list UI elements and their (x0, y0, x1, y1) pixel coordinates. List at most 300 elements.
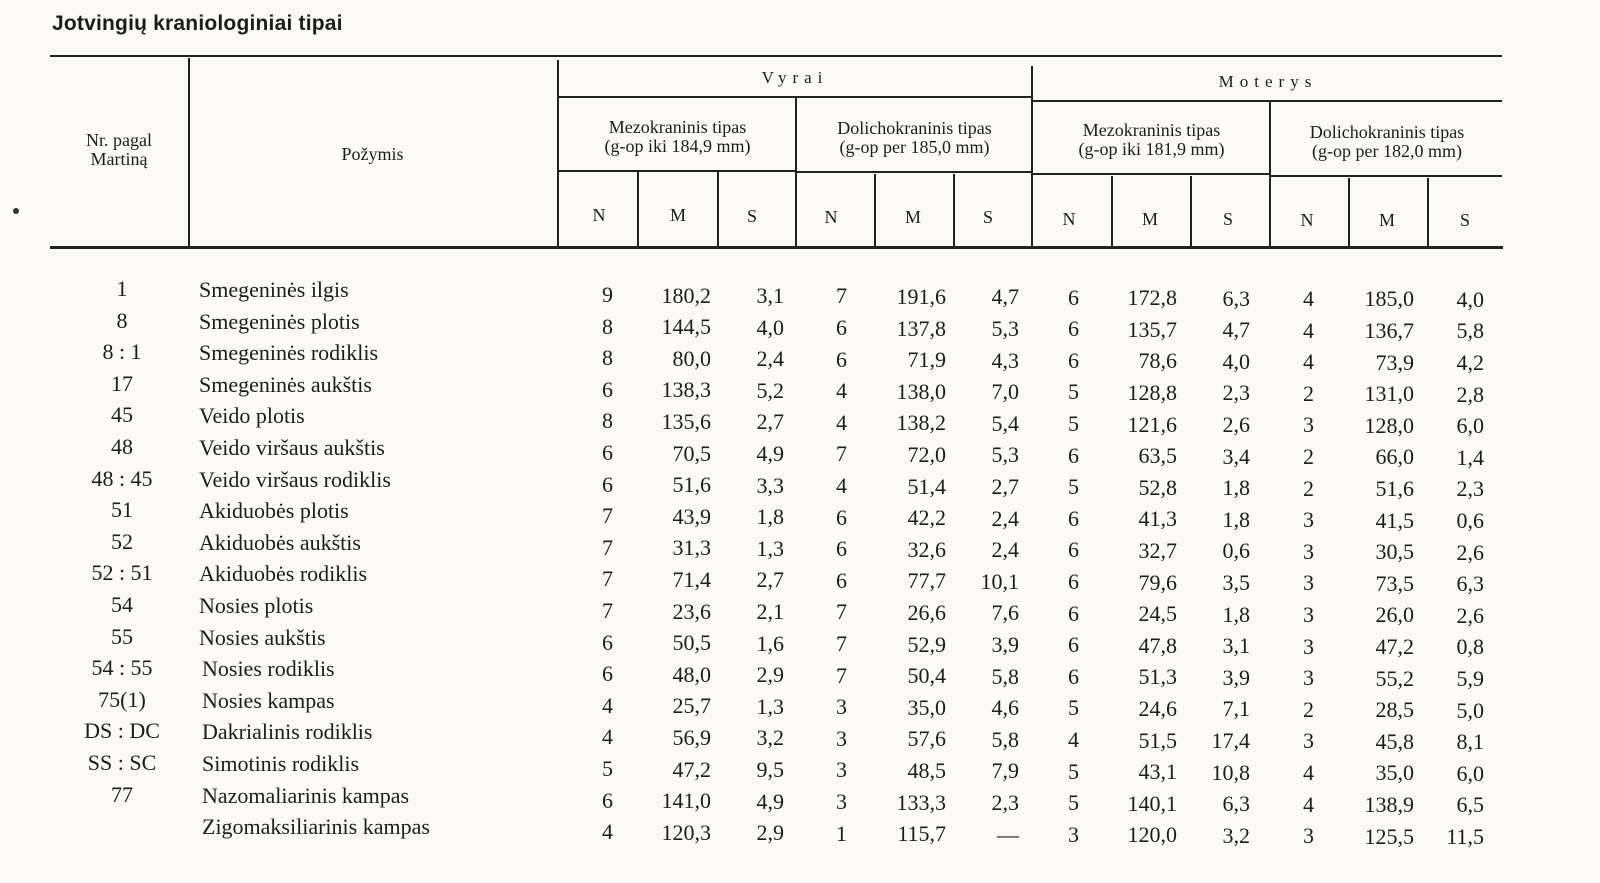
header-stat-m: M (1378, 210, 1395, 230)
row-value: 0,8 (1456, 634, 1484, 660)
row-value: 7 (602, 534, 613, 560)
divider-stat (1348, 178, 1350, 248)
row-value: 50,5 (672, 630, 711, 656)
row-martin-number: 45 (111, 402, 133, 428)
row-value: 5 (1068, 758, 1079, 784)
header-men-meso-line1: Mezokraninis tipas (608, 117, 747, 137)
row-value: 5 (602, 756, 613, 782)
row-value: 48,5 (907, 757, 946, 783)
row-value: 3 (1303, 728, 1314, 754)
row-martin-number: 54 : 55 (91, 655, 153, 681)
row-value: 6 (602, 440, 613, 466)
row-martin-number: 54 (111, 592, 133, 617)
row-value: 2,4 (991, 505, 1019, 531)
row-value: 3,1 (756, 283, 784, 308)
header-group-men: Vyrai (761, 68, 829, 87)
header-men-meso-line2: (g-op iki 184,9 mm) (604, 136, 751, 156)
row-value: 6 (602, 376, 613, 402)
row-value: 6 (602, 787, 613, 813)
row-value: 50,4 (907, 663, 946, 689)
row-value: 1 (836, 820, 847, 846)
row-value: 23,6 (672, 598, 711, 624)
row-value: 63,5 (1138, 443, 1177, 469)
row-value: 66,0 (1375, 444, 1414, 470)
row-martin-number: 48 (111, 434, 133, 459)
row-value: 72,0 (907, 441, 946, 467)
row-value: 2 (1303, 380, 1314, 406)
row-value: 47,8 (1138, 632, 1177, 658)
row-martin-number: 52 : 51 (91, 560, 153, 586)
row-value: 3 (1068, 821, 1079, 847)
row-value: 6 (1068, 284, 1079, 310)
header-stat-n: N (592, 205, 606, 225)
row-value: 8 (602, 313, 613, 339)
row-value: 41,3 (1138, 506, 1177, 532)
row-value: 4 (1303, 791, 1314, 817)
row-value: 7 (602, 598, 613, 624)
row-value: 135,7 (1127, 316, 1177, 342)
row-value: 5,0 (1456, 697, 1484, 723)
row-value: 51,3 (1138, 664, 1177, 690)
header-bottom-rule (50, 246, 1503, 249)
row-value: 6,5 (1456, 792, 1484, 818)
row-value: 43,1 (1138, 759, 1177, 785)
row-value: 9 (602, 282, 613, 308)
row-value: 6,3 (1456, 571, 1484, 597)
row-value: 6 (1068, 600, 1079, 626)
row-value: 6 (602, 661, 613, 687)
row-value: 135,6 (661, 409, 711, 434)
row-value: 70,5 (672, 440, 711, 466)
row-value: 2,4 (991, 537, 1019, 563)
header-stat-n: N (1300, 210, 1314, 230)
row-value: 131,0 (1364, 381, 1414, 407)
row-value: 6 (836, 346, 847, 372)
row-value: 55,2 (1375, 665, 1414, 691)
row-value: 2,3 (991, 789, 1019, 815)
row-feature: Veido viršaus rodiklis (199, 466, 391, 492)
row-value: 4 (1068, 727, 1079, 753)
header-stat-s: S (746, 206, 757, 226)
row-value: 4,0 (1222, 348, 1250, 374)
row-feature: Smegeninės aukštis (199, 371, 372, 397)
header-stat-m: M (904, 207, 921, 227)
row-value: 5,3 (991, 315, 1019, 341)
row-value: 26,6 (907, 599, 946, 625)
table-title: Jotvingių kraniologiniai tipai (52, 12, 343, 35)
row-value: 30,5 (1375, 539, 1414, 565)
row-martin-number: DS : DC (84, 718, 160, 744)
row-value: 3 (1303, 601, 1314, 627)
row-value: 52,9 (907, 631, 946, 657)
row-value: 5,3 (991, 442, 1019, 468)
row-value: 120,0 (1127, 822, 1177, 848)
row-value: 2,4 (756, 346, 784, 372)
row-value: 6 (1068, 537, 1079, 563)
row-value: 5,8 (1456, 318, 1484, 344)
row-value: 43,9 (672, 503, 711, 529)
row-value: 7,6 (991, 600, 1019, 626)
header-stat-s: S (1459, 210, 1470, 230)
row-value: 7,1 (1222, 696, 1250, 722)
divider-stat (717, 172, 719, 246)
header-men-dolicho (798, 119, 1031, 157)
row-value: 17,4 (1211, 727, 1250, 753)
row-value: 4,7 (991, 284, 1019, 310)
row-value: 24,6 (1138, 695, 1177, 721)
row-value: 3 (836, 788, 847, 814)
row-feature: Nosies rodiklis (202, 656, 335, 682)
row-value: 3 (836, 694, 847, 720)
divider-sex (1031, 66, 1033, 248)
row-martin-number: 48 : 45 (91, 465, 153, 491)
row-value: 10,8 (1211, 759, 1250, 785)
row-value: 3 (1303, 633, 1314, 659)
row-value: 138,9 (1364, 792, 1414, 818)
row-value: 4,6 (991, 695, 1019, 721)
row-value: 180,2 (661, 282, 711, 308)
row-value: 1,3 (756, 535, 784, 561)
row-value: 5,8 (991, 663, 1019, 689)
row-value: 7 (836, 283, 847, 309)
row-value: 5 (1068, 474, 1079, 500)
row-value: 31,3 (672, 535, 711, 561)
row-value: 73,5 (1375, 570, 1414, 596)
row-value: 48,0 (672, 661, 711, 687)
row-value: 3,2 (756, 725, 784, 751)
row-value: 6 (1068, 663, 1079, 689)
row-feature: Zigomaksiliarinis kampas (202, 814, 430, 840)
row-value: 6,3 (1222, 285, 1250, 311)
row-value: 51,6 (672, 472, 711, 498)
row-value: 4 (1303, 285, 1314, 311)
row-value: 6 (836, 567, 847, 593)
row-value: 3,1 (1222, 633, 1250, 659)
row-value: 42,2 (907, 505, 946, 531)
row-value: 2,7 (991, 473, 1019, 499)
row-value: 3,4 (1222, 443, 1250, 469)
row-value: 35,0 (1375, 760, 1414, 786)
row-value: 1,8 (1222, 601, 1250, 627)
rule-women-dolicho (1271, 175, 1502, 177)
row-value: 71,9 (907, 347, 946, 373)
row-value: 2 (1303, 475, 1314, 501)
row-value: 4,9 (756, 788, 784, 814)
row-value: 10,1 (980, 568, 1019, 594)
row-value: 7 (602, 566, 613, 592)
header-women-meso-line1: Mezokraninis tipas (1082, 120, 1221, 140)
row-value: 8 (602, 345, 613, 371)
row-value: 4 (602, 819, 613, 845)
row-feature: Dakrialinis rodiklis (202, 719, 373, 745)
row-value: 185,0 (1364, 286, 1414, 312)
header-stat-m: M (669, 205, 686, 225)
row-feature: Nazomaliarinis kampas (202, 782, 410, 808)
rule-men-meso (559, 170, 795, 172)
row-value: 3 (836, 757, 847, 783)
row-value: 3 (1303, 665, 1314, 691)
row-value: 4 (1303, 349, 1314, 375)
header-nr-line1: Nr. pagal (86, 130, 152, 150)
header-women-dolicho-line2: (g-op per 182,0 mm) (1312, 141, 1462, 161)
row-value: — (997, 821, 1019, 847)
row-value: 2,9 (756, 820, 784, 846)
row-value: 79,6 (1138, 569, 1177, 595)
row-value: 4,2 (1456, 350, 1484, 376)
row-value: 138,3 (661, 377, 711, 403)
row-value: 6,3 (1222, 791, 1250, 817)
row-value: 7 (836, 441, 847, 467)
row-martin-number: 17 (111, 370, 133, 396)
header-stat-m: M (1141, 209, 1158, 229)
row-feature: Nosies kampas (202, 687, 335, 713)
row-value: 5,9 (1456, 666, 1484, 692)
row-value: 172,8 (1127, 285, 1177, 311)
row-value: 51,4 (907, 473, 946, 499)
row-value: 0,6 (1456, 508, 1484, 534)
header-women-meso-line2: (g-op iki 181,9 mm) (1078, 139, 1225, 159)
row-value: 8,1 (1456, 729, 1484, 755)
row-value: 73,9 (1375, 349, 1414, 375)
row-value: 47,2 (672, 756, 711, 782)
row-feature: Nosies plotis (199, 593, 314, 618)
row-value: 5,8 (991, 726, 1019, 752)
row-value: 7 (836, 662, 847, 688)
row-value: 4 (836, 472, 847, 498)
divider-stat (953, 174, 955, 246)
row-value: 5,4 (991, 410, 1019, 436)
row-value: 80,0 (672, 345, 711, 371)
row-value: 2,6 (1456, 539, 1484, 565)
row-value: 28,5 (1375, 697, 1414, 723)
row-value: 5 (1068, 411, 1079, 437)
row-value: 32,6 (907, 536, 946, 562)
row-martin-number: 55 (111, 623, 133, 649)
row-value: 4,0 (1456, 286, 1484, 312)
header-nr-line2: Martiną (90, 149, 148, 169)
divider-stat (637, 172, 639, 246)
row-value: 3,3 (756, 472, 784, 498)
row-value: 5,2 (756, 377, 784, 403)
row-value: 4,9 (756, 441, 784, 466)
row-feature: Smegeninės ilgis (199, 277, 349, 302)
row-value: 3 (1303, 412, 1314, 438)
row-value: 3,9 (991, 631, 1019, 657)
header-men-dolicho-line1: Dolichokraninis tipas (837, 118, 992, 138)
divider-stat (874, 174, 876, 246)
row-value: 4,0 (756, 314, 784, 340)
row-value: 51,5 (1138, 727, 1177, 753)
divider-stat (1427, 178, 1429, 248)
row-value: 26,0 (1375, 602, 1414, 628)
row-feature: Akiduobės rodiklis (199, 561, 368, 587)
header-men-meso (560, 118, 795, 156)
divider-feature (557, 60, 559, 248)
row-value: 140,1 (1127, 790, 1177, 816)
rule-women-group (1033, 100, 1502, 102)
row-value: 6 (836, 314, 847, 340)
header-stat-n: N (1062, 209, 1076, 229)
row-feature: Smegeninės rodiklis (199, 340, 379, 366)
row-value: 6 (1068, 316, 1079, 342)
row-value: 8 (602, 408, 613, 434)
row-value: 128,0 (1364, 412, 1414, 438)
row-feature: Smegeninės plotis (199, 308, 360, 334)
row-value: 4,3 (991, 347, 1019, 373)
row-value: 141,0 (661, 788, 711, 814)
row-value: 1,3 (756, 693, 784, 719)
table-top-rule (50, 55, 1502, 57)
row-feature: Akiduobės aukštis (199, 529, 361, 555)
row-value: 7 (836, 599, 847, 625)
row-value: 4,7 (1222, 317, 1250, 343)
row-value: 56,9 (672, 725, 711, 750)
row-value: 3,5 (1222, 569, 1250, 595)
row-value: 3 (1303, 570, 1314, 596)
row-value: 45,8 (1375, 728, 1414, 754)
row-value: 2,6 (1222, 411, 1250, 437)
row-value: 0,6 (1222, 538, 1250, 564)
row-value: 1,6 (756, 630, 784, 656)
row-value: 1,4 (1456, 444, 1484, 470)
rule-men-dolicho (797, 171, 1031, 173)
row-value: 57,6 (907, 726, 946, 752)
row-value: 144,5 (661, 314, 711, 340)
row-value: 120,3 (661, 819, 711, 845)
row-value: 1,8 (1222, 475, 1250, 501)
row-feature: Veido plotis (199, 403, 305, 429)
row-value: 4 (836, 409, 847, 435)
row-value: 24,5 (1138, 601, 1177, 627)
header-women-meso (1034, 121, 1269, 159)
row-value: 4 (602, 724, 613, 750)
row-value: 2 (1303, 443, 1314, 469)
row-value: 3 (1303, 823, 1314, 849)
row-value: 4 (1303, 317, 1314, 343)
row-value: 6 (1068, 632, 1079, 658)
row-value: 7,9 (991, 758, 1019, 784)
row-value: 9,5 (756, 757, 784, 782)
header-stat-n: N (824, 207, 838, 227)
print-speck (13, 208, 19, 214)
row-value: 6,0 (1456, 413, 1484, 439)
header-women-dolicho-line1: Dolichokraninis tipas (1309, 122, 1465, 142)
row-value: 1,8 (756, 504, 784, 530)
row-feature: Akiduobės plotis (199, 498, 349, 524)
row-martin-number: 51 (111, 497, 133, 523)
row-value: 3,2 (1222, 822, 1250, 848)
row-value: 3 (836, 725, 847, 751)
row-value: 6 (1068, 347, 1079, 373)
header-stat-s: S (982, 207, 993, 227)
row-value: 125,5 (1364, 823, 1414, 849)
row-value: 2,7 (756, 409, 784, 435)
row-value: 1,8 (1222, 506, 1250, 532)
row-value: 2,8 (1456, 381, 1484, 407)
divider-stat (1111, 176, 1113, 248)
row-value: 35,0 (907, 694, 946, 720)
header-men-dolicho-line2: (g-op per 185,0 mm) (839, 137, 990, 157)
row-value: 6 (1068, 569, 1079, 595)
header-feature: Požymis (341, 144, 404, 164)
row-value: 3 (1303, 507, 1314, 533)
row-martin-number: 8 : 1 (102, 339, 142, 365)
row-martin-number: 52 (111, 528, 133, 554)
row-value: 7,0 (991, 379, 1019, 405)
row-value: 71,4 (672, 567, 711, 592)
row-martin-number: 1 (116, 276, 128, 301)
row-value: 121,6 (1127, 411, 1177, 437)
row-value: 6 (836, 504, 847, 530)
row-value: 4 (836, 378, 847, 404)
row-martin-number (62, 811, 182, 841)
row-value: 52,8 (1138, 474, 1177, 500)
row-value: 6 (602, 629, 613, 655)
header-women-dolicho (1272, 123, 1502, 161)
row-value: 5 (1068, 790, 1079, 816)
row-value: 47,2 (1375, 634, 1414, 660)
row-value: 4 (1303, 759, 1314, 785)
row-value: 32,7 (1138, 537, 1177, 563)
row-value: 2,3 (1456, 476, 1484, 502)
divider-stat (1190, 176, 1192, 248)
row-martin-number: SS : SC (87, 750, 157, 775)
row-value: 51,6 (1375, 476, 1414, 502)
row-value: 2,6 (1456, 602, 1484, 628)
row-feature: Veido viršaus aukštis (199, 435, 385, 460)
row-value: 25,7 (672, 693, 711, 719)
row-value: 133,3 (896, 789, 946, 815)
row-value: 2,3 (1222, 380, 1250, 406)
row-value: 4 (602, 692, 613, 718)
row-value: 6 (836, 536, 847, 562)
row-value: 77,7 (907, 568, 946, 594)
row-value: 2 (1303, 696, 1314, 722)
row-value: 136,7 (1364, 318, 1414, 344)
row-value: 6,0 (1456, 760, 1484, 786)
header-nr (55, 131, 183, 169)
row-value: 3 (1303, 538, 1314, 564)
row-value: 191,6 (896, 283, 946, 309)
row-value: 6 (1068, 442, 1079, 468)
row-martin-number: 8 (116, 307, 128, 333)
row-value: 128,8 (1127, 379, 1177, 405)
row-feature: Nosies aukštis (199, 624, 326, 650)
row-feature: Simotinis rodiklis (202, 751, 360, 776)
row-value: 6 (1068, 505, 1079, 531)
row-value: 2,1 (756, 599, 784, 624)
row-value: 7 (836, 630, 847, 656)
header-group-women: Moterys (1218, 72, 1318, 91)
row-value: 5 (1068, 379, 1079, 405)
row-value: 6 (602, 471, 613, 497)
row-value: 3,9 (1222, 664, 1250, 690)
row-value: 41,5 (1375, 507, 1414, 533)
row-value: 78,6 (1138, 348, 1177, 374)
row-value: 5 (1068, 695, 1079, 721)
row-value: 2,7 (756, 567, 784, 593)
row-value: 2,9 (756, 662, 784, 688)
rule-women-meso (1033, 173, 1269, 175)
row-value: 115,7 (897, 821, 946, 847)
header-stat-s: S (1222, 209, 1233, 229)
row-value: 137,8 (896, 315, 946, 341)
row-value: 138,0 (896, 378, 946, 404)
row-value: 138,2 (896, 410, 946, 436)
row-value: 11,5 (1446, 824, 1484, 850)
row-value: 7 (602, 503, 613, 529)
row-martin-number: 77 (111, 781, 133, 807)
